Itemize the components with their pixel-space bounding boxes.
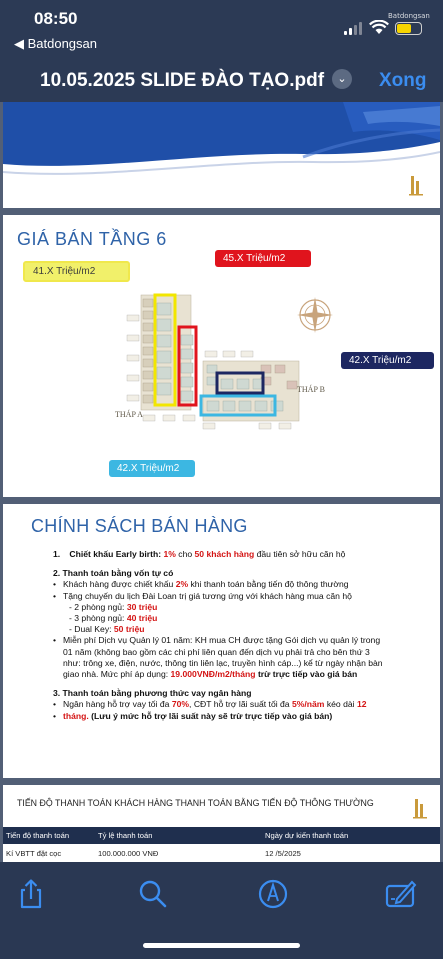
- document-title[interactable]: 10.05.2025 SLIDE ĐÀO TẠO.pdf: [40, 70, 325, 91]
- brand-logo: [411, 797, 429, 821]
- watermark-text: Batdongsan: [388, 12, 430, 20]
- table-row: [3, 844, 440, 862]
- done-button[interactable]: Xong: [379, 70, 427, 91]
- table-cell: 12 /5/2025: [262, 844, 440, 862]
- payment-schedule-table: [3, 827, 440, 862]
- price-tag-cyan: 42.X Triệu/m2: [109, 460, 195, 477]
- slide-cover: [3, 102, 440, 208]
- chevron-down-icon[interactable]: ⌄: [332, 69, 352, 89]
- pdf-viewer[interactable]: [0, 102, 443, 862]
- markup-icon[interactable]: [256, 877, 290, 911]
- price-tag-yellow: 41.X Triệu/m2: [23, 261, 130, 282]
- slide-floor-price: [3, 215, 440, 497]
- annotate-icon[interactable]: [384, 877, 418, 911]
- table-header: Ngày dự kiến thanh toán: [262, 827, 440, 844]
- compass-icon: [295, 295, 335, 335]
- bottom-toolbar: [0, 862, 443, 959]
- cellular-signal-icon: [344, 22, 362, 35]
- battery-icon: [395, 22, 422, 35]
- slide-payment-schedule: [3, 785, 440, 862]
- status-bar: [0, 0, 443, 62]
- tower-b-label: THÁP B: [297, 385, 325, 394]
- slide-sales-policy: [3, 504, 440, 778]
- tower-a-label: THÁP A: [115, 410, 143, 419]
- price-tag-navy: 42.X Triệu/m2: [341, 352, 434, 369]
- search-icon[interactable]: [136, 877, 170, 911]
- slide-title: CHÍNH SÁCH BÁN HÀNG: [31, 516, 248, 536]
- table-header: Tỷ lệ thanh toán: [95, 827, 262, 844]
- table-header: Tiến độ thanh toán: [3, 827, 95, 844]
- table-cell: 100.000.000 VNĐ: [95, 844, 262, 862]
- back-to-app-link[interactable]: ◀ Batdongsan: [14, 36, 98, 51]
- cover-wave-graphic: [3, 102, 440, 208]
- wifi-icon: [369, 20, 389, 35]
- slide-title: GIÁ BÁN TẦNG 6: [17, 229, 167, 249]
- slide-title: TIẾN ĐỘ THANH TOÁN KHÁCH HÀNG THANH TOÁN BẰNG TIẾN ĐỘ THÔNG THƯỜNG: [17, 798, 374, 808]
- document-title-bar: [0, 62, 443, 102]
- section-title: 2. Thanh toán bằng vốn tự có: [53, 568, 174, 579]
- price-tag-red: 45.X Triệu/m2: [215, 250, 311, 267]
- floor-plan-image: [103, 275, 303, 450]
- home-indicator[interactable]: [143, 943, 300, 948]
- clock: 08:50: [34, 9, 78, 28]
- policy-content: 1. Chiết khấu Early birth: 1% cho 50 khách hàng đầu tiên sở hữu căn hộ 2. Thanh toán bằng vốn tự có • Khách hàng được chiết khấu 2% khi thanh toán bằng tiến độ thông thường • Tặng chuyến du lịch Đài Loan trị giá tương ứng với khách hàng mua căn hộ - 2 phòng ngủ: 30 triệu - 3 phòng ngủ: 40 triệu - Dual Key: 50 triệu • Miễn phí Dịch vụ Quản lý 01 năm: KH mua CH được tặng Gói dịch vụ quản lý trong 01 năm (không bao gồm các chi phí liên quan đến dịch vụ phải trả cho bên thứ 3 như: trông xe, điện, nước, thông tin liên lạc, truyền hình cáp...) kể từ ngày nhận bàn giao nhà. Mức phí áp dụng: 19.000VNĐ/m2/tháng trừ trực tiếp vào giá bán 3. Thanh toán bằng phương thức vay ngân hàng • Ngân hàng hỗ trợ vay tối đa 70%, CĐT hỗ trợ lãi suất tối đa 5%/năm kéo dài 12 • tháng. (Lưu ý mức hỗ trợ lãi suất này sẽ trừ trực tiếp vào giá bán): [53, 549, 425, 722]
- section-title: 3. Thanh toán bằng phương thức vay ngân hàng: [53, 688, 252, 699]
- table-cell: Kí VBTT đặt cọc: [3, 844, 95, 862]
- table-header-row: [3, 827, 440, 844]
- brand-logo: [407, 174, 425, 198]
- share-icon[interactable]: [14, 877, 48, 911]
